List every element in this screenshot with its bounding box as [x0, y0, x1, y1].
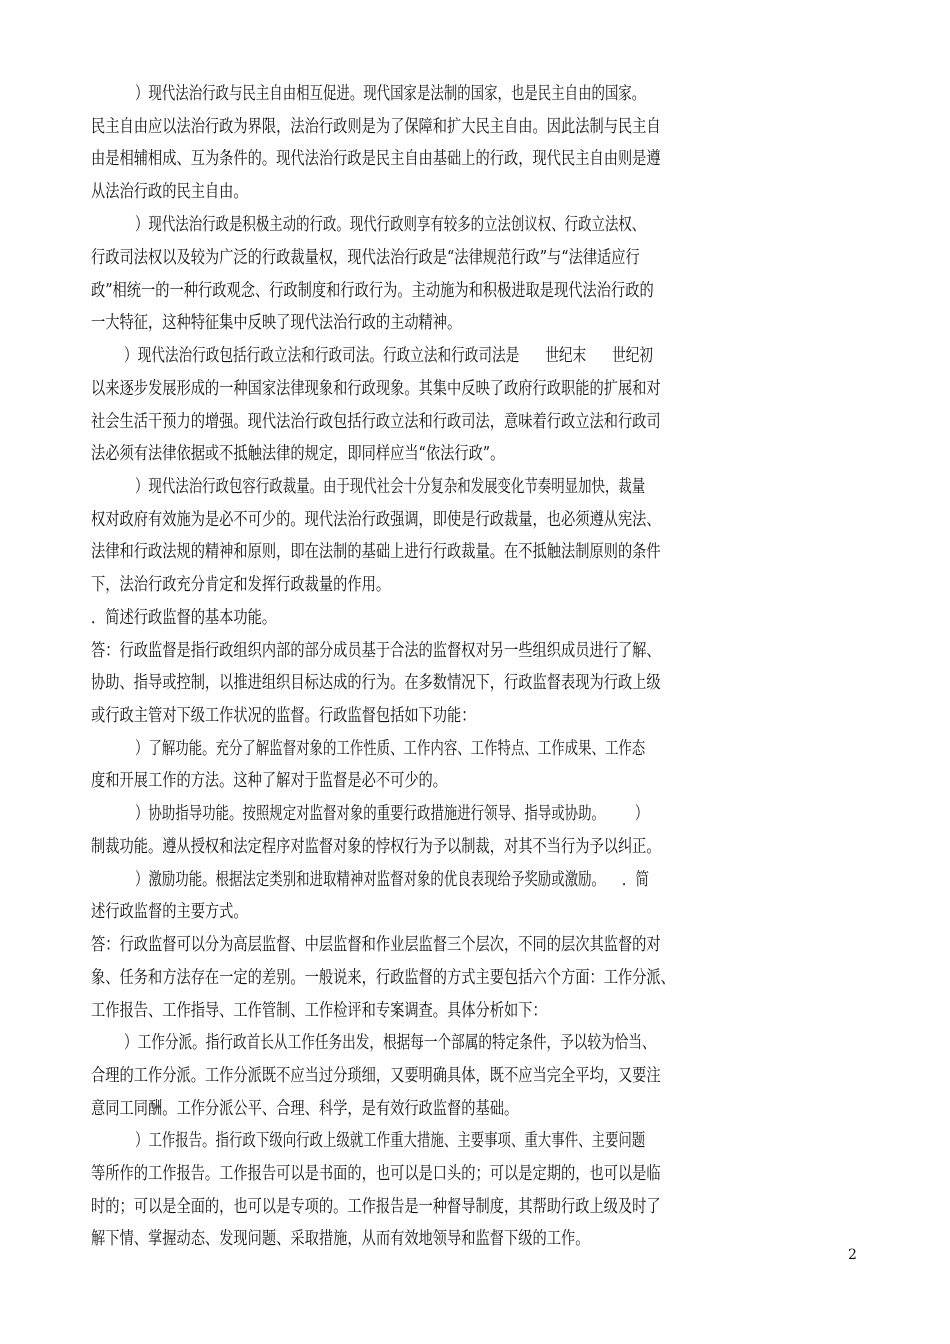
text-line: 制裁功能。遵从授权和法定程序对监督对象的悖权行为予以制裁，对其不当行为予以纠正。	[91, 837, 661, 857]
text-line: 政”相统一的一种行政观念、行政制度和行政行为。主动施为和积极进取是现代法治行政的	[91, 281, 654, 301]
text-line: 协助、指导或控制，以推进组织目标达成的行为。在多数情况下，行政监督表现为行政上级	[91, 673, 661, 693]
text-line: ）激励功能。根据法定类别和进取精神对监督对象的优良表现给予奖励或激励。 ．简	[135, 870, 649, 890]
text-line: 从法治行政的民主自由。	[91, 182, 248, 202]
text-line: ）工作分派。指行政首长从工作任务出发，根据每一个部属的特定条件，予以较为恰当、	[124, 1033, 656, 1053]
text-line: ）现代法治行政与民主自由相互促进。现代国家是法制的国家，也是民主自由的国家。	[135, 84, 646, 104]
text-line: 时的；可以是全面的，也可以是专项的。工作报告是一种督导制度，其帮助行政上级及时了	[91, 1197, 661, 1217]
text-line: 等所作的工作报告。工作报告可以是书面的，也可以是口头的；可以是定期的，也可以是临	[91, 1164, 661, 1184]
text-line: 下，法治行政充分肯定和发挥行政裁量的作用。	[91, 575, 391, 595]
text-line: 或行政主管对下级工作状况的监督。行政监督包括如下功能：	[91, 706, 476, 726]
text-line: 由是相辅相成、互为条件的。现代法治行政是民主自由基础上的行政，现代民主自由则是遵	[91, 149, 661, 169]
text-line: 权对政府有效施为是必不可少的。现代法治行政强调，即使是行政裁量，也必须遵从宪法、	[91, 510, 661, 530]
page-number: 2	[848, 1247, 857, 1263]
text-line: 民主自由应以法治行政为界限，法治行政则是为了保障和扩大民主自由。因此法制与民主自	[91, 117, 661, 137]
text-line: ）协助指导功能。按照规定对监督对象的重要行政措施进行领导、指导或协助。 ）	[135, 804, 649, 824]
text-line: 一大特征，这种特征集中反映了现代法治行政的主动精神。	[91, 313, 462, 333]
text-line: 度和开展工作的方法。这种了解对于监督是必不可少的。	[91, 771, 448, 791]
text-line: ）现代法治行政包括行政立法和行政司法。行政立法和行政司法是 世纪末 世纪初	[124, 346, 654, 366]
text-line: 以来逐步发展形成的一种国家法律现象和行政现象。其集中反映了政府行政职能的扩展和对	[91, 379, 661, 399]
text-line: 解下情、掌握动态、发现问题、采取措施，从而有效地领导和监督下级的工作。	[91, 1229, 590, 1249]
text-line: 工作报告、工作指导、工作管制、工作检评和专案调查。具体分析如下：	[91, 1001, 547, 1021]
text-line: 社会生活干预力的增强。现代法治行政包括行政立法和行政司法，意味着行政立法和行政司	[91, 412, 661, 432]
text-line: 答：行政监督可以分为高层监督、中层监督和作业层监督三个层次，不同的层次其监督的对	[91, 935, 661, 955]
text-line: 法律和行政法规的精神和原则，即在法制的基础上进行行政裁量。在不抵触法制原则的条件	[91, 542, 661, 562]
text-line: 述行政监督的主要方式。	[91, 902, 248, 922]
text-line: 答：行政监督是指行政组织内部的部分成员基于合法的监督权对另一些组织成员进行了解、	[91, 641, 661, 661]
text-line: ）工作报告。指行政下级向行政上级就工作重大措施、主要事项、重大事件、主要问题	[135, 1131, 646, 1151]
text-line: 象、任务和方法存在一定的差别。一般说来，行政监督的方式主要包括六个方面：工作分派、	[91, 968, 675, 988]
text-line: ）了解功能。充分了解监督对象的工作性质、工作内容、工作特点、工作成果、工作态	[135, 739, 646, 759]
text-line: ）现代法治行政包容行政裁量。由于现代社会十分复杂和发展变化节奏明显加快，裁量	[135, 477, 646, 497]
text-line: ）现代法治行政是积极主动的行政。现代行政则享有较多的立法创议权、行政立法权、	[135, 215, 646, 235]
text-line: 法必须有法律依据或不抵触法律的规定，即同样应当“依法行政”。	[91, 444, 505, 464]
text-line: 意同工同酬。工作分派公平、合理、科学，是有效行政监督的基础。	[91, 1099, 519, 1119]
text-line: ．简述行政监督的基本功能。	[91, 608, 277, 628]
text-line: 合理的工作分派。工作分派既不应当过分琐细，又要明确具体，既不应当完全平均，又要注	[91, 1066, 661, 1086]
text-line: 行政司法权以及较为广泛的行政裁量权，现代法治行政是“法律规范行政”与“法律适应行	[91, 248, 640, 268]
